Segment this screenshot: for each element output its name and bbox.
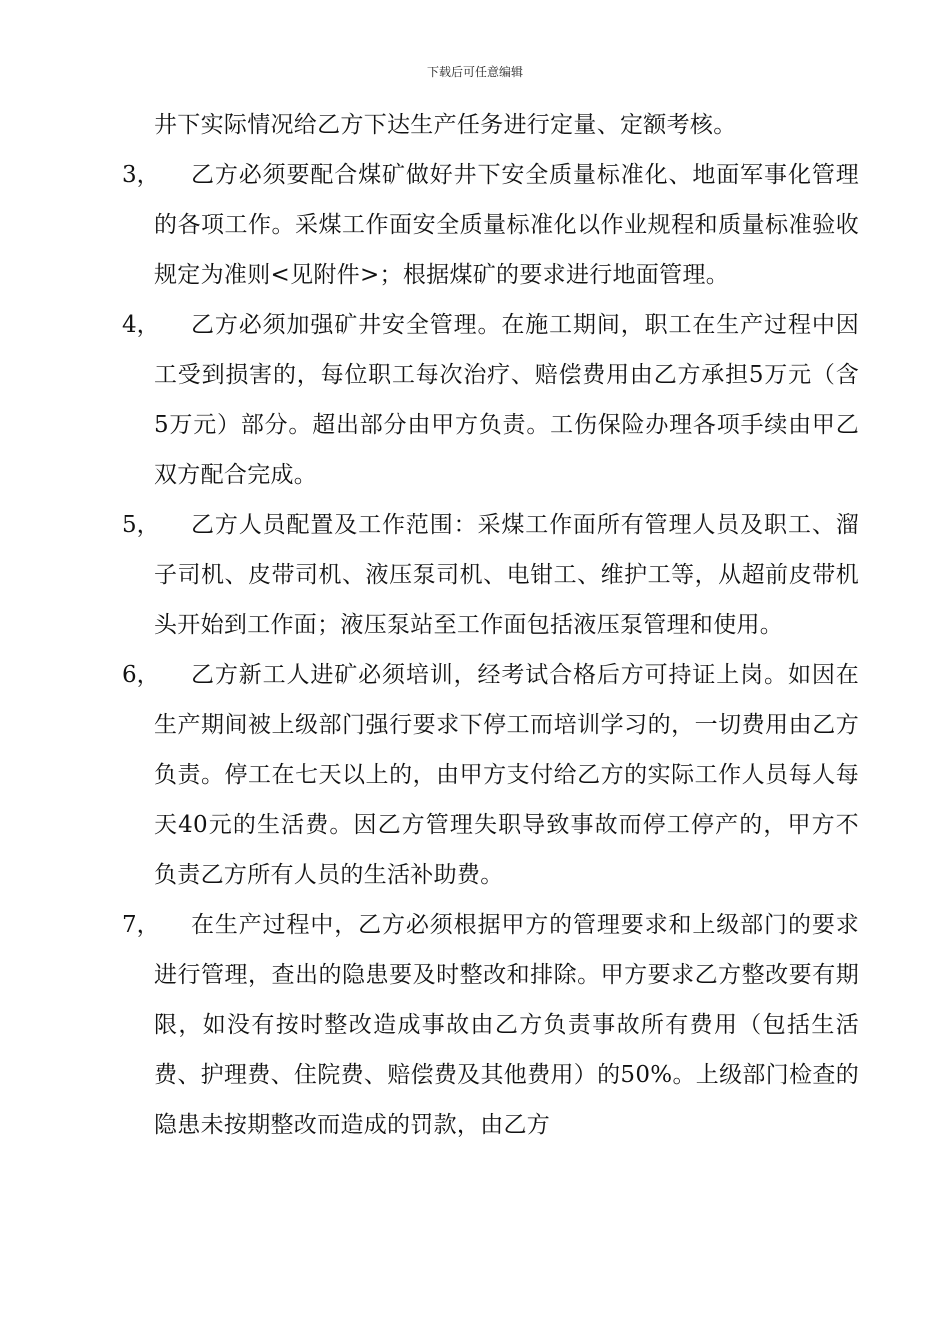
item-number: 4， [122,312,160,338]
item-text: 在生产过程中，乙方必须根据甲方的管理要求和上级部门的要求进行管理，查出的隐患要及时整改和排除。甲方要求乙方整改要有期限，如没有按时整改造成事故由乙方负责事故所有费用（包括生活费、护理费、住院费、赔偿费及其他费用）的50%。上级部门检查的隐患未按期整改而造成的罚款，由乙方 [154,912,859,1138]
list-item-5 [0,500,950,650]
list-item-4 [0,300,950,500]
list-item-3 [0,150,950,300]
document-body [0,100,950,1150]
item-text: 乙方新工人进矿必须培训，经考试合格后方可持证上岗。如因在生产期间被上级部门强行要求下停工而培训学习的，一切费用由乙方负责。停工在七天以上的，由甲方支付给乙方的实际工作人员每人每天40元的生活费。因乙方管理失职导致事故而停工停产的，甲方不负责乙方所有人员的生活补助费。 [154,662,859,888]
page-header: 下载后可任意编辑 [426,65,523,79]
item-number: 5， [122,512,160,538]
list-item-7 [0,900,950,1150]
list-item-6 [0,650,950,900]
item-number: 6， [122,662,160,688]
continuation-paragraph: 井下实际情况给乙方下达生产任务进行定量、定额考核。 [154,112,737,138]
item-number: 7， [122,912,160,938]
item-text: 乙方必须加强矿井安全管理。在施工期间，职工在生产过程中因工受到损害的，每位职工每次治疗、赔偿费用由乙方承担5万元（含5万元）部分。超出部分由甲方负责。工伤保险办理各项手续由甲乙双方配合完成。 [154,312,859,488]
item-text: 乙方人员配置及工作范围：采煤工作面所有管理人员及职工、溜子司机、皮带司机、液压泵司机、电钳工、维护工等，从超前皮带机头开始到工作面；液压泵站至工作面包括液压泵管理和使用。 [154,512,859,638]
item-text: 乙方必须要配合煤矿做好井下安全质量标准化、地面军事化管理的各项工作。采煤工作面安全质量标准化以作业规程和质量标准验收规定为准则<见附件>；根据煤矿的要求进行地面管理。 [154,162,859,288]
item-number: 3， [122,162,160,188]
